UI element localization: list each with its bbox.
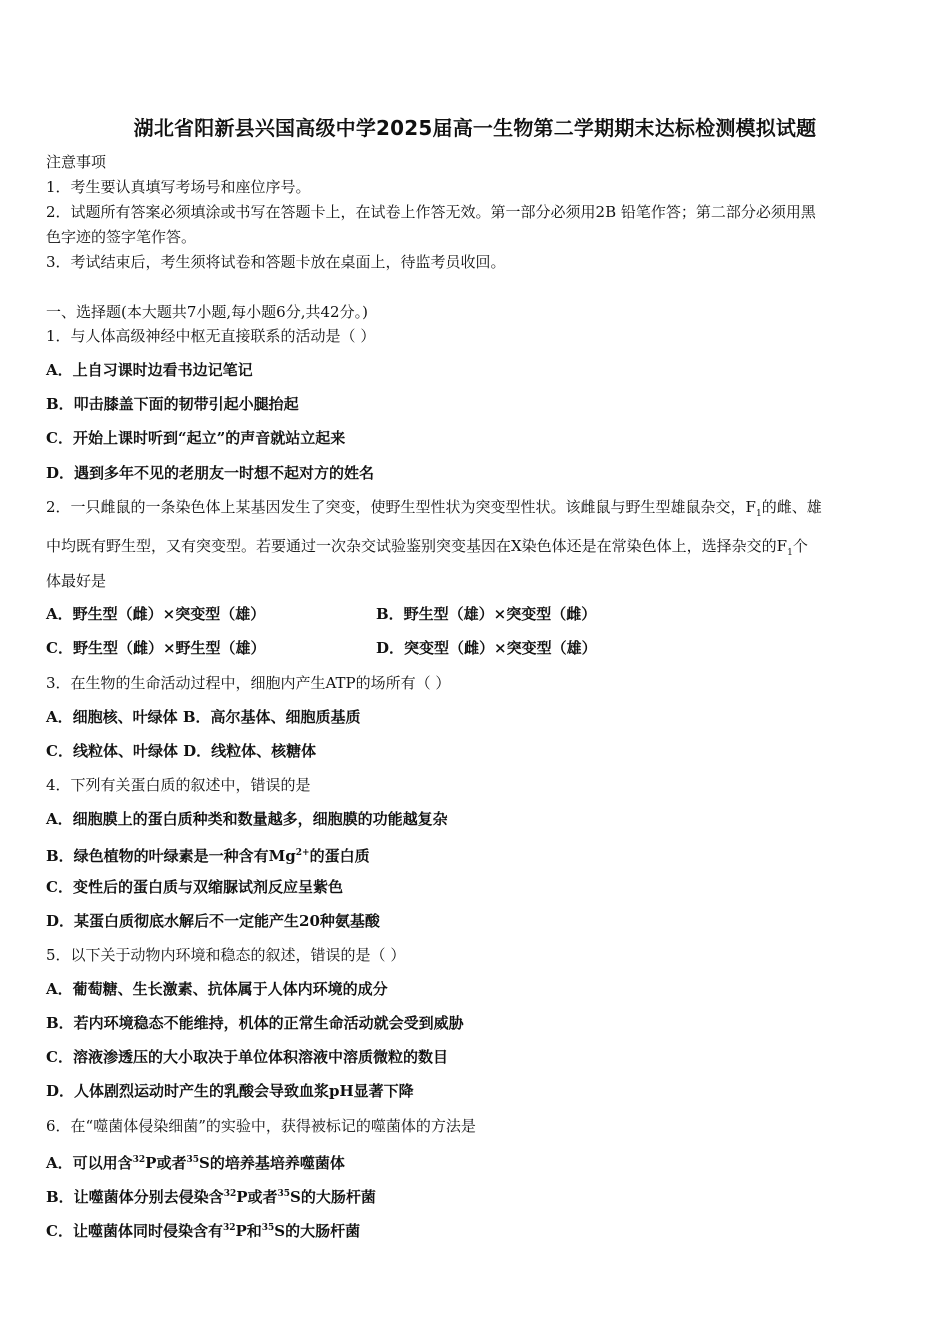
question-6-option-c xyxy=(46,1218,360,1241)
option-text: 的蛋白质 xyxy=(309,847,370,865)
question-6-stem: 6．在“噬菌体侵染细菌”的实验中，获得被标记的噬菌体的方法是 xyxy=(46,1117,476,1135)
question-5-option-a: A．葡萄糖、生长激素、抗体属于人体内环境的成分 xyxy=(46,980,388,998)
option-text: S的大肠杆菌 xyxy=(290,1188,376,1206)
question-6-option-b xyxy=(46,1184,376,1207)
question-1-stem: 1．与人体高级神经中枢无直接联系的活动是（ ） xyxy=(46,327,376,345)
question-2-option-c: C．野生型（雌）×野生型（雄） xyxy=(46,639,266,657)
stem-text: 中均既有野生型，又有突变型。若要通过一次杂交试验鉴别突变基因在X染色体还是在常染色体上，选择杂交的F xyxy=(46,537,788,555)
question-2-stem-line2 xyxy=(46,536,808,563)
question-2-stem-line3: 体最好是 xyxy=(46,572,107,590)
superscript: 2+ xyxy=(295,848,310,858)
stem-text: 个 xyxy=(792,537,808,555)
question-3-stem: 3．在生物的生命活动过程中，细胞内产生ATP的场所有（ ） xyxy=(46,674,451,692)
option-text: P或者 xyxy=(236,1188,278,1206)
section-heading: 一、选择题(本大题共7小题,每小题6分,共42分。) xyxy=(46,303,368,321)
question-2-option-d: D．突变型（雌）×突变型（雄） xyxy=(376,639,597,657)
question-1-option-b: B．叩击膝盖下面的韧带引起小腿抬起 xyxy=(46,395,299,413)
superscript: 35 xyxy=(277,1189,291,1199)
stem-text: 的雌、雄 xyxy=(761,498,822,516)
question-4-option-a: A．细胞膜上的蛋白质种类和数量越多，细胞膜的功能越复杂 xyxy=(46,810,448,828)
question-1-option-c: C．开始上课时听到“起立”的声音就站立起来 xyxy=(46,429,346,447)
notice-item: 2．试题所有答案必须填涂或书写在答题卡上，在试卷上作答无效。第一部分必须用2B 铅笔作答；第二部分必须用黑 xyxy=(46,203,816,221)
question-1-option-d: D．遇到多年不见的老朋友一时想不起对方的姓名 xyxy=(46,464,375,482)
question-3-options-cd: C．线粒体、叶绿体 D．线粒体、核糖体 xyxy=(46,742,317,760)
subscript: 1 xyxy=(787,548,793,558)
superscript: 35 xyxy=(186,1155,199,1165)
question-2-option-b: B．野生型（雄）×突变型（雌） xyxy=(376,605,597,623)
question-5-stem: 5．以下关于动物内环境和稳态的叙述，错误的是（ ） xyxy=(46,946,406,964)
option-text: P或者 xyxy=(145,1154,187,1172)
option-text: B．让噬菌体分别去侵染含 xyxy=(46,1188,224,1206)
question-4-option-d: D．某蛋白质彻底水解后不一定能产生20种氨基酸 xyxy=(46,912,380,930)
superscript: 32 xyxy=(132,1155,146,1165)
stem-text: 2．一只雌鼠的一条染色体上某基因发生了突变，使野生型性状为突变型性状。该雌鼠与野生型雄鼠杂交，F xyxy=(46,498,756,516)
option-text: B．绿色植物的叶绿素是一种含有Mg xyxy=(46,847,296,865)
option-text: S的培养基培养噬菌体 xyxy=(198,1154,345,1172)
question-1-option-a: A．上自习课时边看书边记笔记 xyxy=(46,361,253,379)
notice-item: 1．考生要认真填写考场号和座位序号。 xyxy=(46,178,311,196)
option-text: A．可以用含 xyxy=(46,1154,133,1172)
question-3-options-ab: A．细胞核、叶绿体 B．高尔基体、细胞质基质 xyxy=(46,708,361,726)
question-2-option-a: A．野生型（雌）×突变型（雄） xyxy=(46,605,266,623)
option-text: S的大肠杆菌 xyxy=(274,1222,361,1240)
notice-item: 3．考试结束后，考生须将试卷和答题卡放在桌面上，待监考员收回。 xyxy=(46,253,506,271)
question-5-option-c: C．溶液渗透压的大小取决于单位体积溶液中溶质微粒的数目 xyxy=(46,1048,448,1066)
question-4-stem: 4．下列有关蛋白质的叙述中，错误的是 xyxy=(46,776,311,794)
option-text: C．让噬菌体同时侵染含有 xyxy=(46,1222,223,1240)
notice-item: 色字迹的签字笔作答。 xyxy=(46,228,197,246)
subscript: 1 xyxy=(755,509,762,519)
question-6-option-a xyxy=(46,1150,345,1173)
superscript: 35 xyxy=(261,1223,275,1233)
superscript: 32 xyxy=(222,1223,236,1233)
question-5-option-b: B．若内环境稳态不能维持，机体的正常生命活动就会受到威胁 xyxy=(46,1014,464,1032)
notice-heading: 注意事项 xyxy=(46,153,107,171)
question-2-stem-line1 xyxy=(46,497,822,524)
exam-title: 湖北省阳新县兴国高级中学2025届高一生物第二学期期末达标检测模拟试题 xyxy=(133,116,817,140)
option-text: P和 xyxy=(235,1222,262,1240)
question-4-option-c: C．变性后的蛋白质与双缩脲试剂反应呈紫色 xyxy=(46,878,343,896)
question-5-option-d: D．人体剧烈运动时产生的乳酸会导致血浆pH显著下降 xyxy=(46,1082,414,1100)
question-4-option-b xyxy=(46,843,370,866)
superscript: 32 xyxy=(223,1189,237,1199)
